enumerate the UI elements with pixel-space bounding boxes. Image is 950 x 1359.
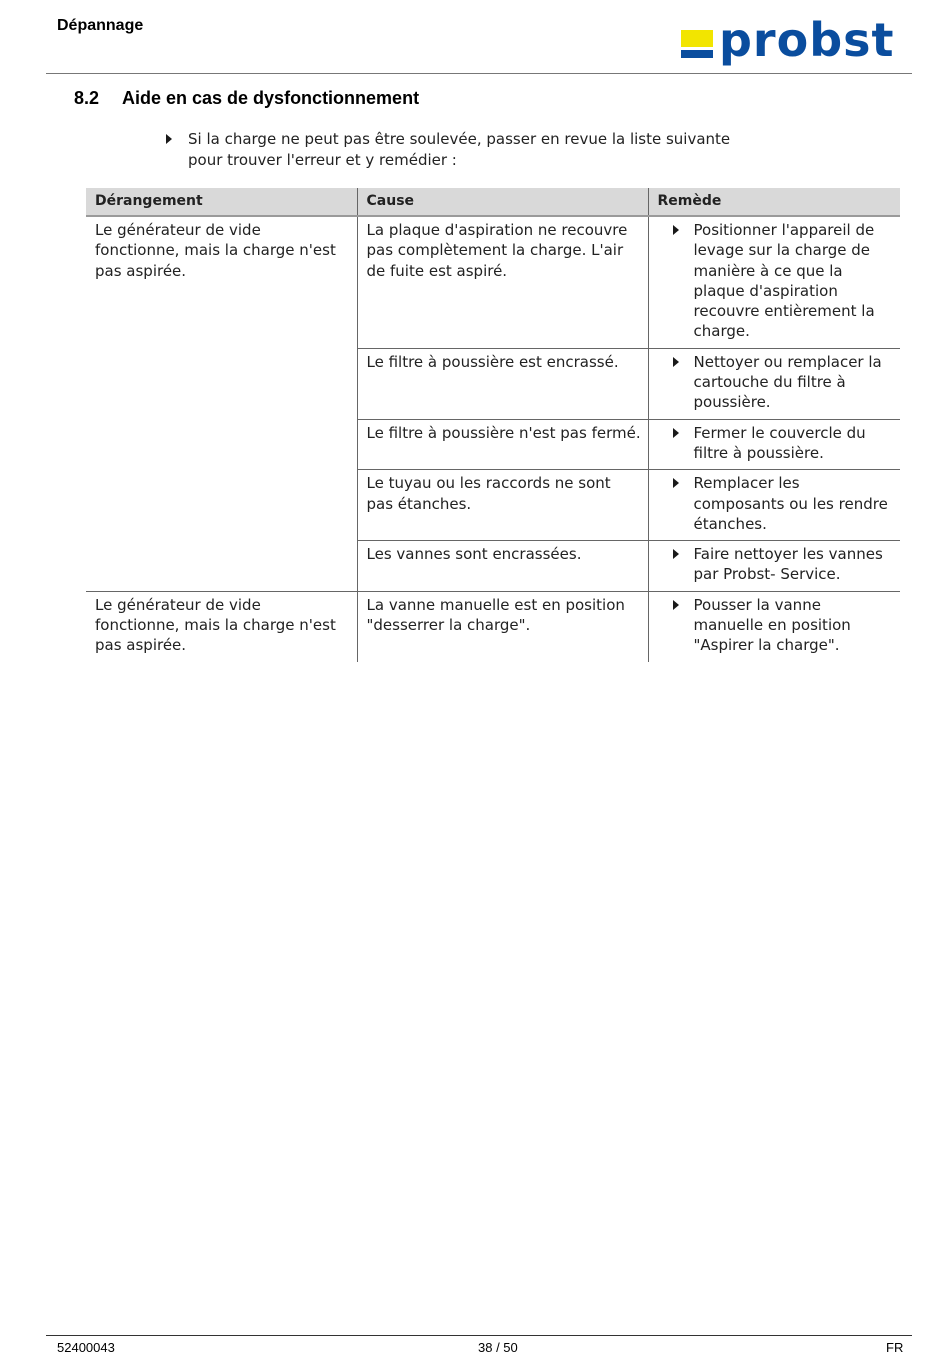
bullet-triangle-icon [673, 357, 679, 367]
remedy-text: Positionner l'appareil de levage sur la charge de manière à ce que la plaque d'aspiration recouvre entièrement la charge. [693, 221, 875, 341]
cause-cell: Le filtre à poussière n'est pas fermé. [357, 419, 648, 470]
remedy-text: Faire nettoyer les vannes par Probst- Service. [693, 545, 883, 584]
section-heading [74, 88, 419, 109]
cause-cell: Les vannes sont encrassées. [357, 541, 648, 592]
footer-divider [46, 1335, 912, 1336]
intro-instruction [166, 129, 766, 170]
fault-cell: Le générateur de vide fonctionne, mais la charge n'est pas aspirée. [95, 595, 336, 655]
troubleshooting-table [86, 188, 900, 662]
section-number: 8.2 [74, 88, 100, 108]
remedy-text: Nettoyer ou remplacer la cartouche du filtre à poussière. [693, 352, 882, 412]
bullet-triangle-icon [673, 600, 679, 610]
page-header-title: Dépannage [57, 17, 144, 34]
header-divider [46, 73, 912, 74]
fault-cell: Le générateur de vide fonctionne, mais la charge n'est pas aspirée. [86, 216, 357, 591]
table-row [86, 216, 900, 348]
footer-language: FR [886, 1340, 904, 1355]
remedy-cell [648, 591, 900, 661]
probst-logo [681, 13, 905, 70]
remedy-text: Pousser la vanne manuelle en position "Aspirer la charge". [693, 595, 851, 655]
logo-mark-icon [681, 30, 713, 58]
column-header-cause: Cause [357, 188, 648, 216]
column-header-remedy: Remède [648, 188, 900, 216]
remedy-text: Remplacer les composants ou les rendre étanches. [693, 474, 888, 533]
cause-cell: La vanne manuelle est en position "desserrer la charge". [357, 591, 648, 661]
bullet-triangle-icon [673, 428, 679, 438]
remedy-text: Fermer le couvercle du filtre à poussière. [693, 423, 866, 462]
cause-cell: Le filtre à poussière est encrassé. [357, 348, 648, 419]
remedy-cell [648, 216, 900, 348]
remedy-cell [648, 470, 900, 541]
footer-page-number: 38 / 50 [478, 1340, 518, 1355]
section-title: Aide en cas de dysfonctionnement [122, 88, 420, 108]
bullet-triangle-icon [673, 225, 679, 235]
bullet-triangle-icon [166, 134, 172, 144]
remedy-cell [648, 541, 900, 592]
bullet-triangle-icon [673, 478, 679, 488]
table-header-row [86, 188, 900, 216]
intro-text: Si la charge ne peut pas être soulevée, passer en revue la liste suivante pour trouver l'erreur et y remédier : [188, 130, 731, 169]
column-header-fault: Dérangement [86, 188, 357, 216]
bullet-triangle-icon [673, 549, 679, 559]
table-row [86, 591, 900, 661]
cause-cell: Le tuyau ou les raccords ne sont pas étanches. [357, 470, 648, 541]
remedy-cell [648, 419, 900, 470]
logo-wordmark: probst [719, 13, 895, 67]
remedy-cell [648, 348, 900, 419]
cause-cell: La plaque d'aspiration ne recouvre pas complètement la charge. L'air de fuite est aspiré. [357, 216, 648, 348]
footer-doc-number: 52400043 [57, 1340, 115, 1355]
